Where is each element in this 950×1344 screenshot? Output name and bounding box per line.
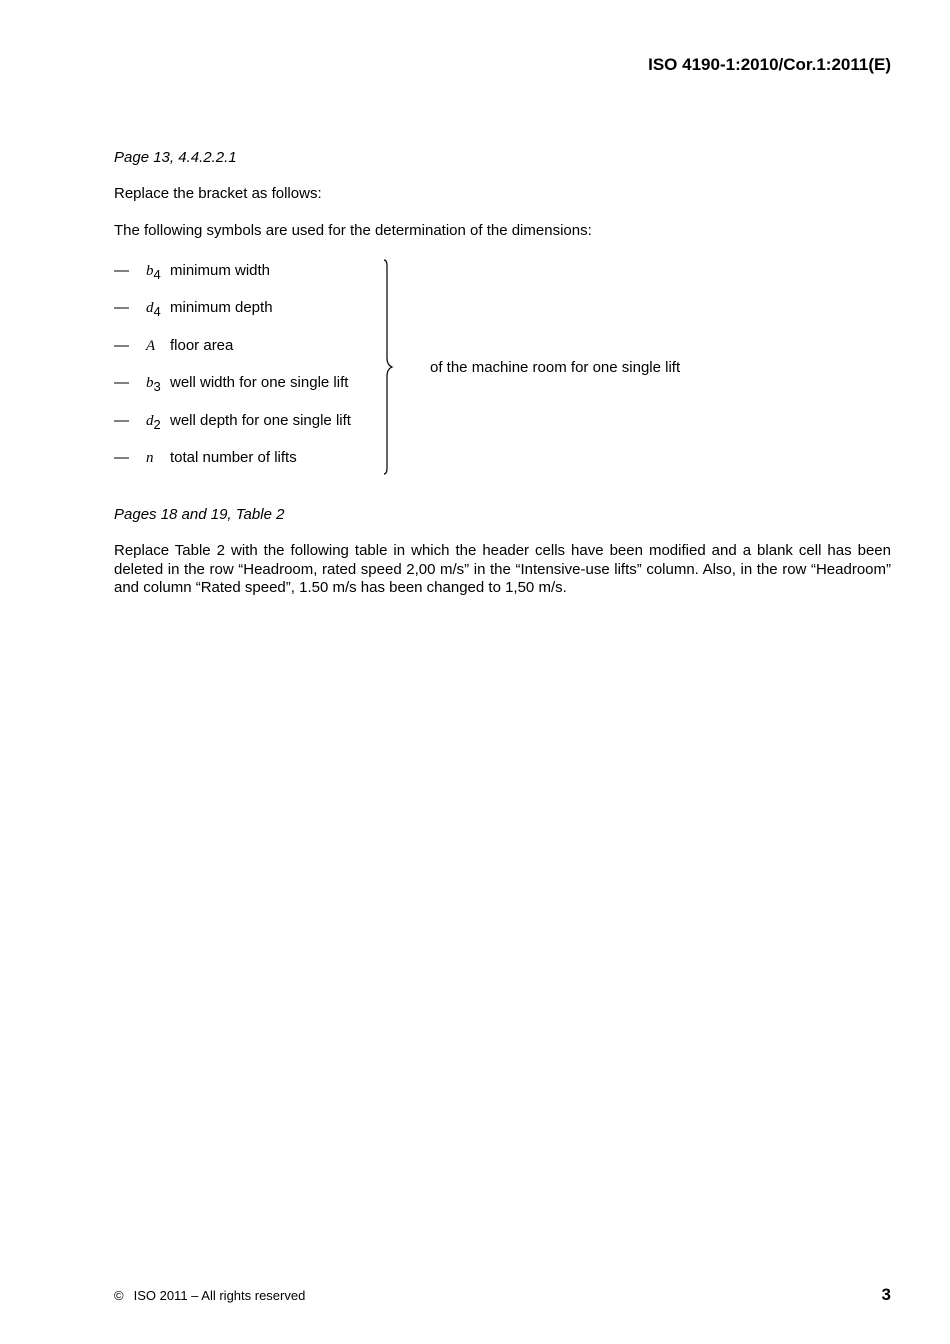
copyright-text: ISO 2011 – All rights reserved <box>133 1288 306 1303</box>
symbol-description: well depth for one single lift <box>170 412 351 429</box>
symbols-intro-paragraph: The following symbols are used for the determination of the dimensions: <box>114 222 592 239</box>
symbol-variable: d2 <box>146 413 161 432</box>
list-dash: — <box>114 412 129 429</box>
symbol-description: well width for one single lift <box>170 374 349 391</box>
replace-bracket-instruction: Replace the bracket as follows: <box>114 185 322 202</box>
symbol-variable: A <box>146 338 156 354</box>
symbol-variable: b3 <box>146 375 161 394</box>
symbol-item-b3 <box>114 374 384 394</box>
symbol-subscript: 2 <box>153 417 161 432</box>
document-id-header: ISO 4190-1:2010/Cor.1:2011(E) <box>648 55 891 74</box>
copyright-footer <box>114 1288 305 1303</box>
curly-brace-icon <box>378 258 398 478</box>
symbol-subscript: 3 <box>153 379 161 394</box>
section-reference-page-13: Page 13, 4.4.2.2.1 <box>114 149 237 166</box>
symbol-description: minimum width <box>170 262 271 279</box>
symbol-subscript: 4 <box>153 267 161 282</box>
bracket-description: of the machine room for one single lift <box>430 359 681 376</box>
section-reference-table-2: Pages 18 and 19, Table 2 <box>114 506 285 523</box>
page-number: 3 <box>881 1285 891 1304</box>
symbol-subscript: 4 <box>153 304 161 319</box>
list-dash: — <box>114 299 129 316</box>
copyright-icon: © <box>114 1288 124 1303</box>
symbol-variable: n <box>146 450 154 466</box>
symbol-description: minimum depth <box>170 299 273 316</box>
symbol-item-a <box>114 337 384 357</box>
symbol-variable: d4 <box>146 300 161 319</box>
symbol-item-d2 <box>114 412 384 432</box>
list-dash: — <box>114 337 129 354</box>
symbol-description: floor area <box>170 337 234 354</box>
list-dash: — <box>114 262 129 279</box>
symbol-description: total number of lifts <box>170 449 297 466</box>
symbol-variable: b4 <box>146 263 161 282</box>
list-dash: — <box>114 449 129 466</box>
list-dash: — <box>114 374 129 391</box>
table-replacement-paragraph: Replace Table 2 with the following table in which the header cells have been modified and a blank cell has been deleted in the row “Headroom, rated speed 2,00 m/s” in the “Intensive-use lifts” column. Also, in the row “Headroom” and column “Rated speed”, 1.50 m/s has been changed to 1,50 m/s. <box>114 542 891 596</box>
symbol-item-n <box>114 449 384 469</box>
symbol-item-d4 <box>114 299 384 319</box>
symbol-item-b4 <box>114 262 384 282</box>
